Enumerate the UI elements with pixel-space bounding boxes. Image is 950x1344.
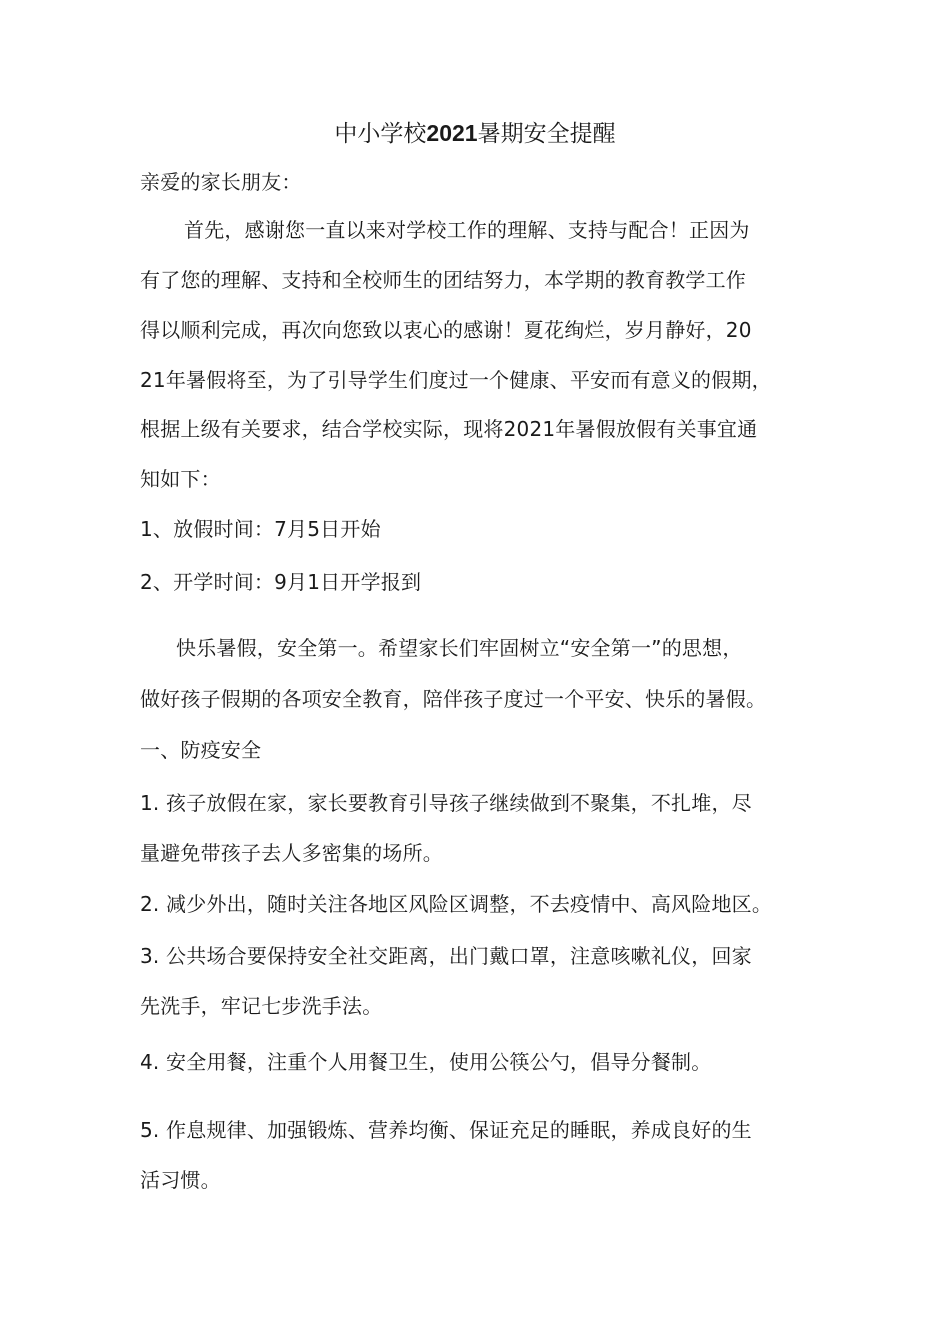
intro-line-1: 首先，感谢您一直以来对学校工作的理解、支持与配合！正因为 [184, 218, 750, 242]
document-title [0, 118, 950, 149]
epidemic-item-1-line-1: 1. 孩子放假在家，家长要教育引导孩子继续做到不聚集，不扎堆，尽 [140, 791, 752, 815]
safety-intro-line-1: 快乐暑假，安全第一。希望家长们牢固树立“安全第一”的思想， [176, 636, 743, 660]
epidemic-item-1-line-2: 量避免带孩子去人多密集的场所。 [140, 841, 443, 865]
title-suffix: 暑期安全提醒 [477, 121, 616, 147]
section-heading-epidemic: 一、防疫安全 [140, 738, 262, 762]
epidemic-item-2: 2. 减少外出，随时关注各地区风险区调整，不去疫情中、高风险地区。 [140, 892, 773, 916]
epidemic-item-4: 4. 安全用餐，注重个人用餐卫生，使用公筷公勺，倡导分餐制。 [140, 1050, 712, 1074]
title-prefix: 中小学校 [334, 121, 427, 147]
greeting: 亲爱的家长朋友： [140, 170, 302, 194]
safety-intro-line-2: 做好孩子假期的各项安全教育，陪伴孩子度过一个平安、快乐的暑假。 [140, 687, 767, 711]
intro-line-2: 有了您的理解、支持和全校师生的团结努力，本学期的教育教学工作 [140, 268, 746, 292]
epidemic-item-3-line-1: 3. 公共场合要保持安全社交距离，出门戴口罩，注意咳嗽礼仪，回家 [140, 944, 752, 968]
intro-line-4: 21年暑假将至，为了引导学生们度过一个健康、平安而有意义的假期， [140, 368, 772, 392]
epidemic-item-3-line-2: 先洗手，牢记七步洗手法。 [140, 994, 383, 1018]
epidemic-item-5-line-1: 5. 作息规律、加强锻炼、营养均衡、保证充足的睡眠，养成良好的生 [140, 1118, 752, 1142]
intro-line-3: 得以顺利完成，再次向您致以衷心的感谢！夏花绚烂，岁月静好，20 [140, 318, 752, 342]
intro-line-5: 根据上级有关要求，结合学校实际，现将2021年暑假放假有关事宜通 [140, 417, 758, 441]
intro-line-6: 知如下： [140, 467, 221, 491]
schedule-school-start: 2、开学时间：9月1日开学报到 [140, 570, 422, 594]
schedule-holiday: 1、放假时间：7月5日开始 [140, 517, 381, 541]
epidemic-item-5-line-2: 活习惯。 [140, 1168, 221, 1192]
title-year: 2021 [426, 120, 478, 146]
